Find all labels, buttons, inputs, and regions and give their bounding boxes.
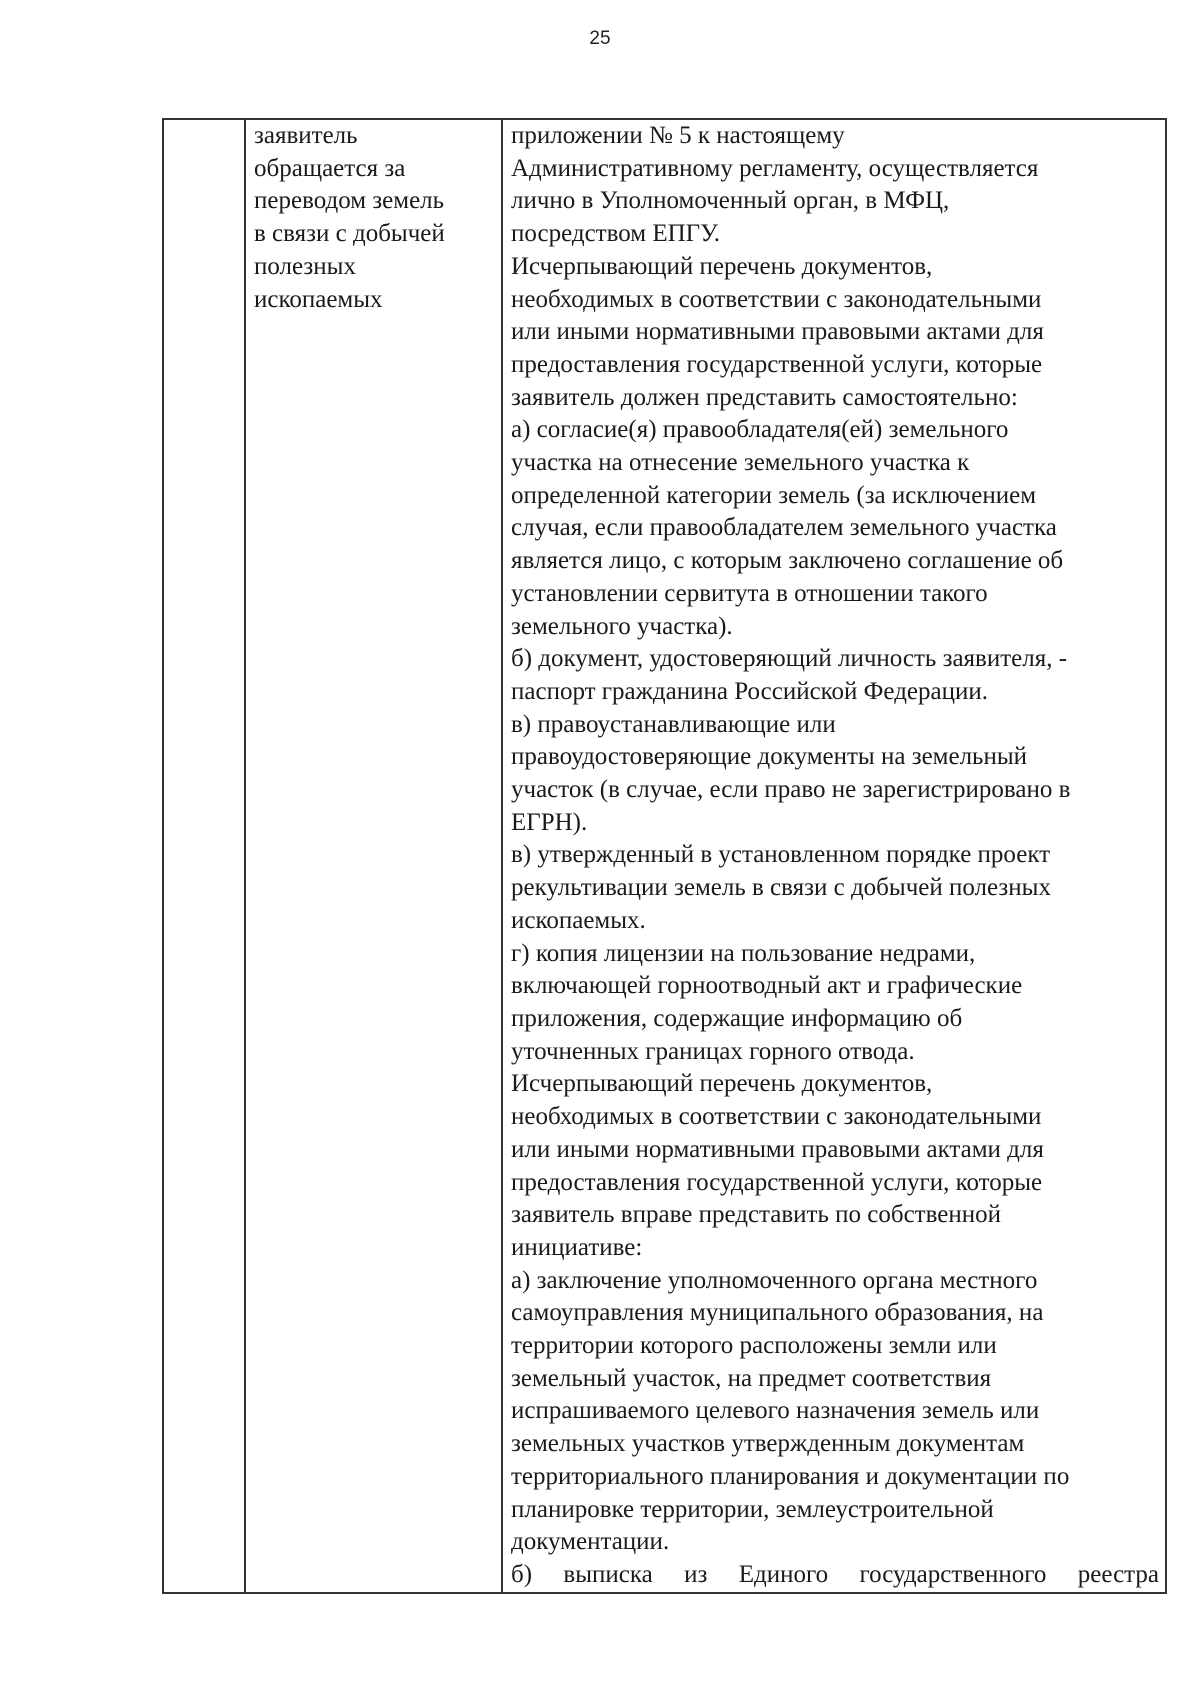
text-line: земельный участок, на предмет соответствия (511, 1364, 992, 1392)
text-line: приложения, содержащие информацию об (511, 1004, 963, 1032)
text-line: установлении сервитута в отношении такого (511, 579, 988, 607)
text-line: полезных (254, 252, 356, 280)
text-line: г) копия лицензии на пользование недрами, (511, 939, 976, 967)
page-number: 25 (589, 28, 611, 49)
text-line: земельных участков утвержденным документам (511, 1430, 1025, 1458)
cell-applicant-category (245, 119, 502, 1593)
text-line: или иными нормативными правовыми актами для (511, 318, 1044, 346)
text-line: территориального планирования и документации по (511, 1462, 1070, 1490)
text-line: в) утвержденный в установленном порядке проект (511, 841, 1051, 869)
text-line: переводом земель (254, 187, 445, 215)
document-table (162, 118, 1167, 1594)
text-line: Исчерпывающий перечень документов, (511, 252, 933, 280)
text-line: самоуправления муниципального образования, на (511, 1299, 1044, 1327)
text-line: участок (в случае, если право не зарегистрировано в (511, 776, 1071, 804)
text-line: посредством ЕПГУ. (511, 220, 720, 248)
text-line: включающей горноотводный акт и графические (511, 972, 1023, 1000)
table-row (163, 119, 1166, 1593)
text-line: паспорт гражданина Российской Федерации. (511, 677, 988, 705)
text-line: ископаемых. (511, 906, 646, 934)
text-line: ЕГРН). (511, 808, 588, 836)
text-line: в) правоустанавливающие или (511, 710, 836, 738)
text-line: обращается за (254, 154, 406, 182)
text-line: необходимых в соответствии с законодательными (511, 285, 1042, 313)
text-line: необходимых в соответствии с законодательными (511, 1103, 1042, 1131)
text-line: уточненных границах горного отвода. (511, 1037, 915, 1065)
text-line: инициативе: (511, 1233, 643, 1261)
text-line: б) выписка из Единого государственного реестра (511, 1560, 1159, 1588)
text-line: Исчерпывающий перечень документов, (511, 1070, 933, 1098)
text-line: предоставления государственной услуги, которые (511, 1168, 1043, 1196)
text-line: территории которого расположены земли или (511, 1332, 997, 1360)
text-line: планировке территории, землеустроительной (511, 1495, 994, 1523)
text-line: является лицо, с которым заключено соглашение об (511, 547, 1064, 575)
text-line: или иными нормативными правовыми актами для (511, 1135, 1044, 1163)
text-line: документации. (511, 1528, 670, 1556)
cell-documents-description (502, 119, 1166, 1593)
text-line: а) заключение уполномоченного органа местного (511, 1266, 1038, 1294)
text-line: участка на отнесение земельного участка к (511, 449, 970, 477)
text-line: правоудостоверяющие документы на земельный (511, 743, 1028, 771)
text-line: в связи с добычей (254, 220, 445, 248)
text-line: лично в Уполномоченный орган, в МФЦ, (511, 187, 950, 215)
text-line: Административному регламенту, осуществляется (511, 154, 1039, 182)
text-line: ископаемых (254, 285, 383, 313)
text-line: испрашиваемого целевого назначения земель или (511, 1397, 1040, 1425)
text-line: земельного участка). (511, 612, 733, 640)
text-line: определенной категории земель (за исключением (511, 481, 1037, 509)
cell-number (163, 119, 245, 1593)
text-line: б) документ, удостоверяющий личность заявителя, - (511, 645, 1068, 673)
text-line: приложении № 5 к настоящему (511, 122, 845, 149)
text-line: рекультивации земель в связи с добычей полезных (511, 874, 1051, 902)
text-line: а) согласие(я) правообладателя(ей) земельного (511, 416, 1009, 444)
text-line: случая, если правообладателем земельного участка (511, 514, 1057, 542)
text-line: предоставления государственной услуги, которые (511, 350, 1043, 378)
text-line: заявитель вправе представить по собственной (511, 1201, 1001, 1229)
text-line: заявитель должен представить самостоятельно: (511, 383, 1018, 411)
text-line: заявитель (254, 122, 358, 149)
